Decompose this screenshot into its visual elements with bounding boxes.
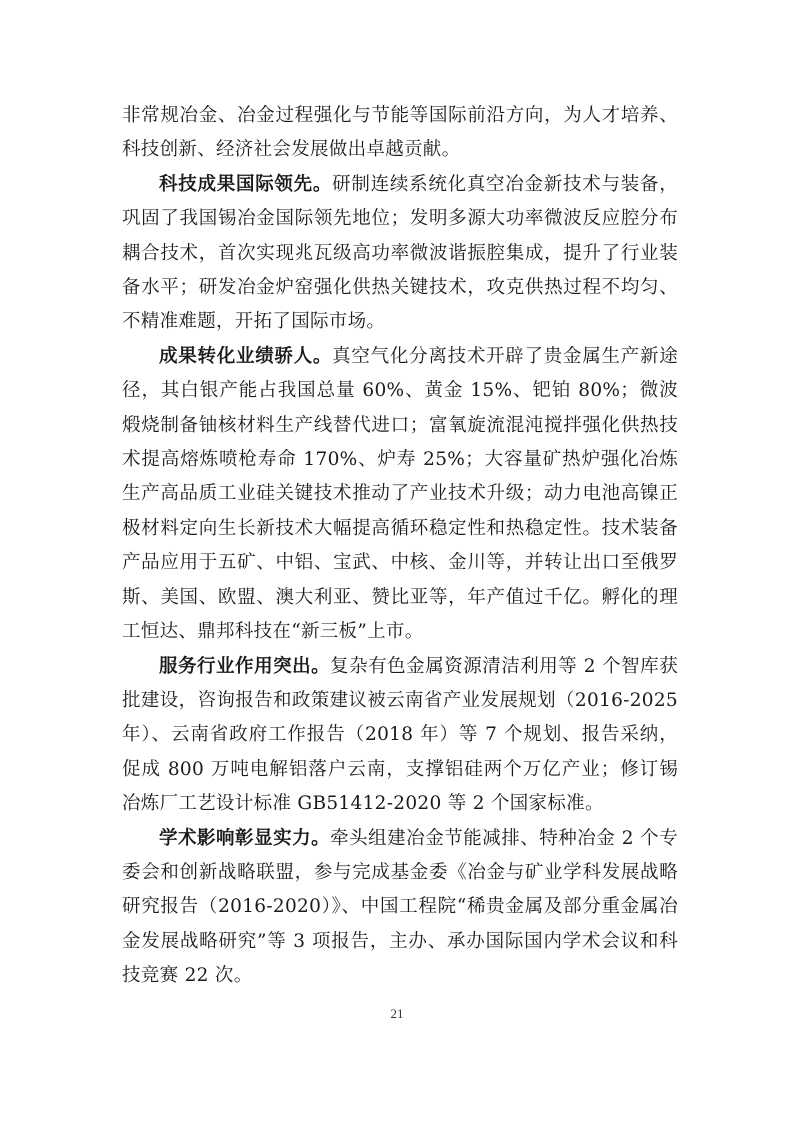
paragraph-lead: 服务行业作用突出。 <box>159 655 331 677</box>
paragraph-academic-influence <box>122 822 678 994</box>
paragraph-tech-leadership <box>122 168 678 340</box>
paragraph-lead: 学术影响彰显实力。 <box>159 827 331 849</box>
paragraph-achievement-transfer <box>122 340 678 650</box>
page-number: 21 <box>390 1006 404 1021</box>
paragraph-lead: 成果转化业绩骄人。 <box>159 345 333 367</box>
body-text <box>122 99 678 994</box>
paragraph-text: 非常规冶金、冶金过程强化与节能等国际前沿方向，为人才培养、科技创新、经济社会发展做出卓越贡献。 <box>122 105 678 161</box>
paragraph-industry-service <box>122 650 678 822</box>
paragraph-lead: 科技成果国际领先。 <box>159 173 333 195</box>
continuation-paragraph <box>122 99 678 168</box>
paragraph-text: 牵头组建冶金节能减排、特种冶金 2 个专委会和创新战略联盟，参与完成基金委《冶金与矿业学科发展战略研究报告（2016-2020）》、中国工程院“稀贵金属及部分重金属冶金发展战略研究”等 3 项报告，主办、承办国际国内学术会议和科技竞赛 22 次。 <box>122 827 678 987</box>
paragraph-text: 研制连续系统化真空冶金新技术与装备，巩固了我国锡冶金国际领先地位；发明多源大功率微波反应腔分布耦合技术，首次实现兆瓦级高功率微波谐振腔集成，提升了行业装备水平；研发冶金炉窑强化供热关键技术，攻克供热过程不均匀、不精准难题，开拓了国际市场。 <box>122 173 679 333</box>
paragraph-text: 复杂有色金属资源清洁利用等 2 个智库获批建设，咨询报告和政策建议被云南省产业发展规划（2016-2025 年）、云南省政府工作报告（2018 年）等 7 个规划、报告采纳，促成 800 万吨电解铝落户云南，支撑铝硅两个万亿产业；修订锡冶炼厂工艺设计标准 GB51412-2020 等 2 个国家标准。 <box>122 655 678 815</box>
paragraph-text: 真空气化分离技术开辟了贵金属生产新途径，其白银产能占我国总量 60%、黄金 15%、钯铂 80%；微波煅烧制备铀核材料生产线替代进口；富氧旋流混沌搅拌强化供热技术提高熔炼喷枪寿命 170%、炉寿 25%；大容量矿热炉强化冶炼生产高品质工业硅关键技术推动了产业技术升级；动力电池高镍正极材料定向生长新技术大幅提高循环稳定性和热稳定性。技术装备产品应用于五矿、中铝、宝武、中核、金川等，并转让出口至俄罗斯、美国、欧盟、澳大利亚、赞比亚等，年产值过千亿。孵化的理工恒达、鼎邦科技在“新三板”上市。 <box>122 345 679 643</box>
